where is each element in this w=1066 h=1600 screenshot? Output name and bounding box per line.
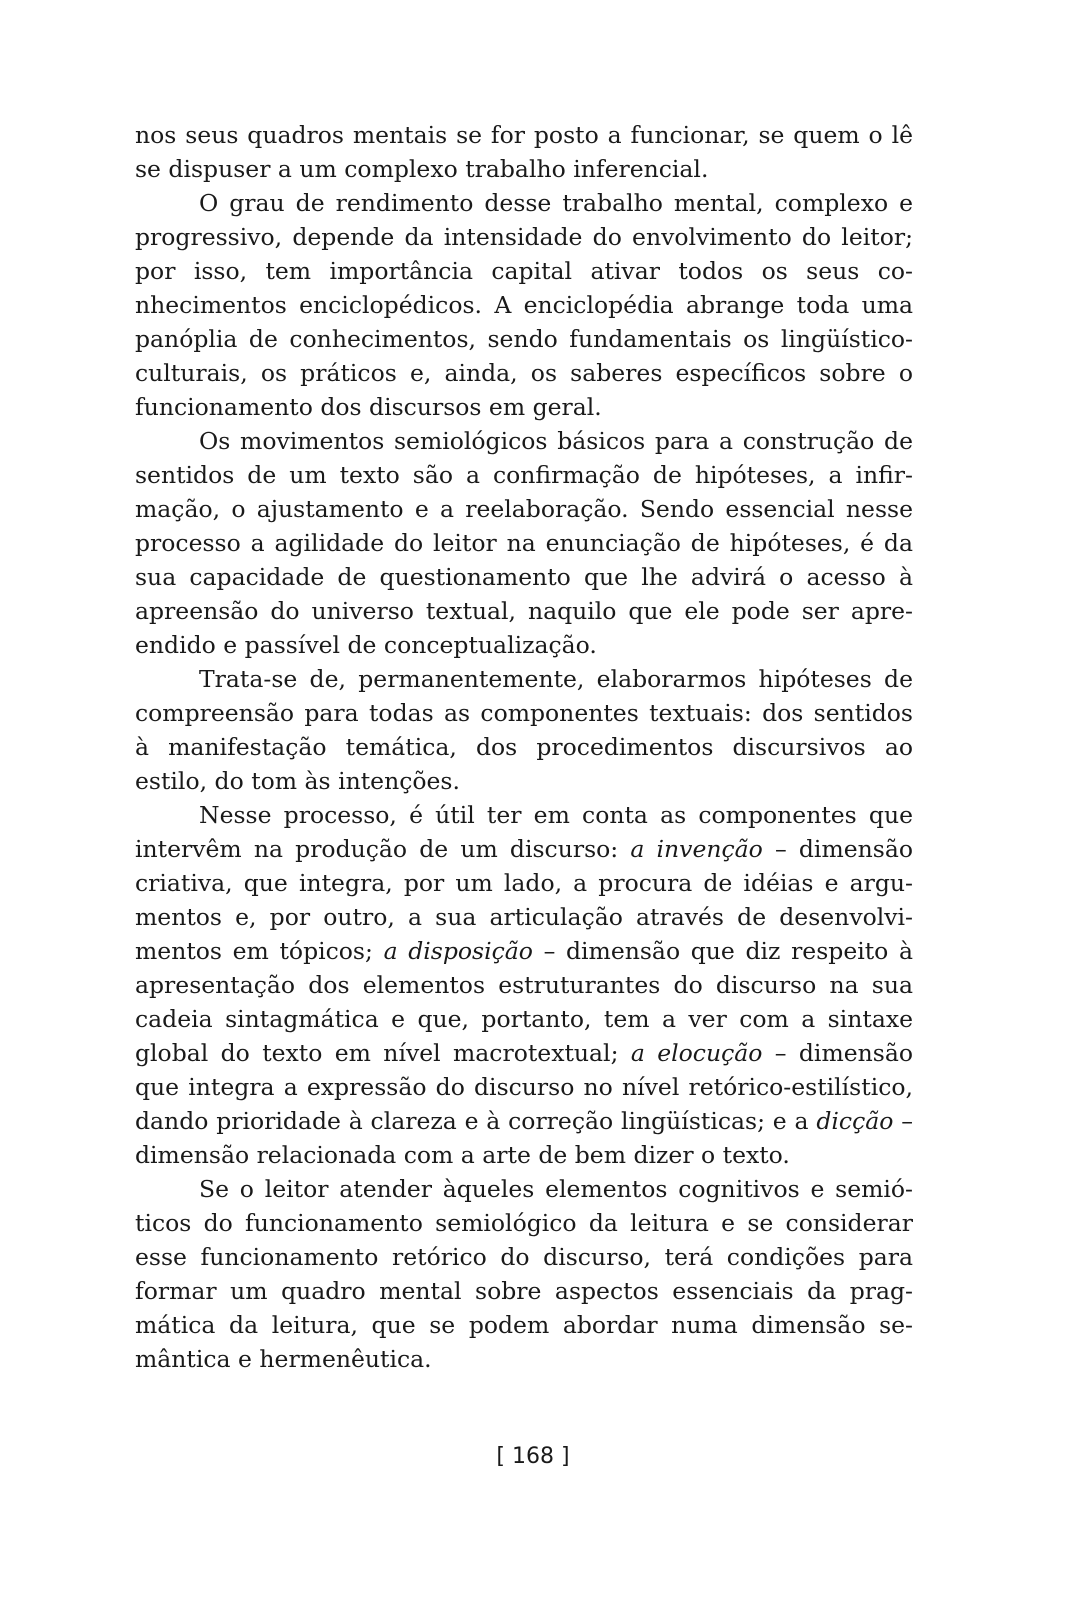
paragraph-3 <box>135 424 913 662</box>
text-run: O grau de rendimento desse trabalho mental, complexo e progressivo, depende da intensidade do envolvimento do leitor; por isso, tem importância capital ativar todos os seus conhecimentos enciclopédicos. A enciclopédia abrange toda uma panóplia de conhecimentos, sendo fundamentais os lingüístico-culturais, os práticos e, ainda, os saberes específicos sobre o funcionamento dos discursos em geral. <box>135 189 913 421</box>
paragraph-4 <box>135 662 913 798</box>
paragraph-6 <box>135 1172 913 1376</box>
text-run: – dimensão que integra a expressão do discurso no nível retórico-estilístico, dando prioridade à clareza e à correção lingüísticas; e a <box>135 1039 913 1135</box>
text-run: Se o leitor atender àqueles elementos cognitivos e semióticos do funcionamento semiológico da leitura e se considerar esse funcionamento retórico do discurso, terá condições para formar um quadro mental sobre aspectos essenciais da pragmática da leitura, que se podem abordar numa dimensão semântica e hermenêutica. <box>135 1175 913 1373</box>
text-run: nos seus quadros mentais se for posto a funcionar, se quem o lê se dispuser a um complexo trabalho inferencial. <box>135 121 913 183</box>
paragraph-2 <box>135 186 913 424</box>
text-run: – dimensão relacionada com a arte de bem dizer o texto. <box>135 1107 913 1169</box>
text-run: – dimensão criativa, que integra, por um lado, a procura de idéias e argumentos e, por outro, a sua articulação através de desenvolvimentos em tópicos; <box>135 835 913 965</box>
italic-term: a elocução <box>630 1039 763 1067</box>
italic-term: dicção <box>816 1107 894 1135</box>
text-run: Os movimentos semiológicos básicos para a construção de sentidos de um texto são a confirmação de hipóteses, a infirmação, o ajustamento e a reelaboração. Sendo essencial nesse processo a agilidade do leitor na enunciação de hipóteses, é da sua capacidade de questionamento que lhe advirá o acesso à apreensão do universo textual, naquilo que ele pode ser apreendido e passível de conceptualização. <box>135 427 913 659</box>
text-run: – dimensão que diz respeito à apresentação dos elementos estruturantes do discurso na sua cadeia sintagmática e que, portanto, tem a ver com a sintaxe global do texto em nível macrotextual; <box>135 937 913 1067</box>
page-number: [ 168 ] <box>496 1444 570 1469</box>
body-text <box>135 118 913 1376</box>
paragraph-1 <box>135 118 913 186</box>
italic-term: a invenção <box>630 835 763 863</box>
text-run: Trata-se de, permanentemente, elaborarmos hipóteses de compreensão para todas as componentes textuais: dos sentidos à manifestação temática, dos procedimentos discursivos ao estilo, do tom às intenções. <box>135 665 913 795</box>
text-run: Nesse processo, é útil ter em conta as componentes que intervêm na produção de um discurso: <box>135 801 913 863</box>
italic-term: a disposição <box>383 937 533 965</box>
paragraph-5 <box>135 798 913 1172</box>
